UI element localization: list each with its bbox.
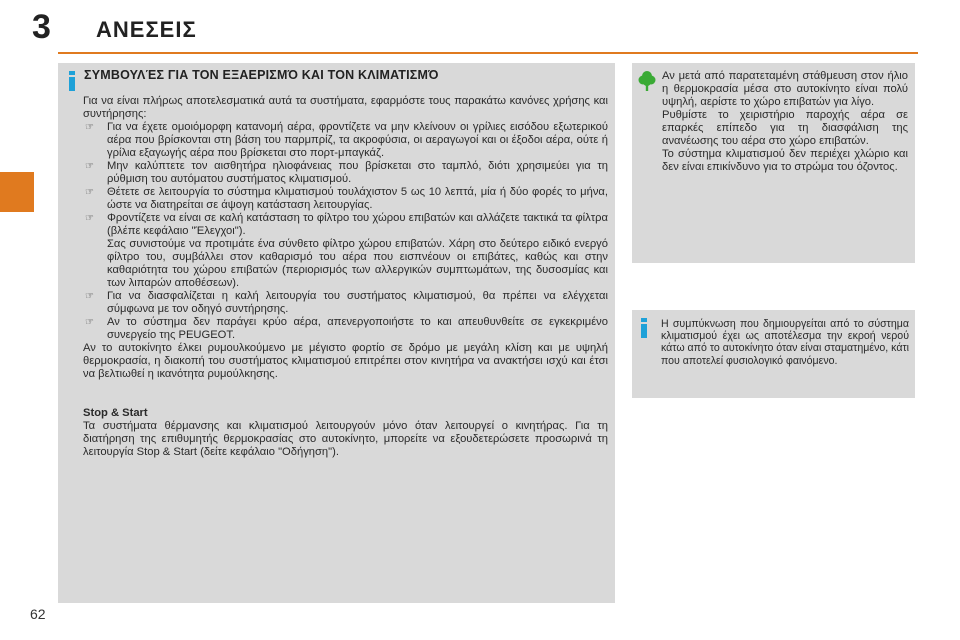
intro-text: Για να είναι πλήρως αποτελεσματικά αυτά τα συστήματα, εφαρμόστε τους παρακάτω κανόνες χρήσης και συντήρησης: [83, 95, 608, 120]
list-item-text: Για να έχετε ομοιόμορφη κατανομή αέρα, φροντίζετε να μην κλείνουν οι γρίλιες εισόδου εξωτερικού αέρα που βρίσκονται στη βάση του παρμπρίζ, τα ακροφύσια, οι αεραγωγοί και οι έξοδοι αέρα, ούτε ή γρίλια εξαγωγής αέρα που βρίσκεται στο πορτ-μπαγκάζ. [107, 121, 608, 159]
list-item [83, 160, 608, 186]
tree-icon [638, 70, 656, 92]
list-item-text: Για να διασφαλίζεται η καλή λειτουργία του συστήματος κλιματισμού, θα πρέπει να ελέγχεται σύμφωνα με τον οδηγό συντήρησης. [107, 290, 608, 315]
advice-list [83, 121, 608, 342]
list-item-extra-text: Σας συνιστούμε να προτιμάτε ένα σύνθετο φίλτρο χώρου επιβατών. Χάρη στο δεύτερο ειδικό ενεργό φίλτρο του, συμβάλλει στον καθαρισμό του αέρα που εισπνέουν οι επιβάτες, καθώς και στην καθαριότητα του χώρου επιβατών (περιορισμός των αλλεργικών συμπτωμάτων, της δυσοσμίας και των λιπαρών αποθέσεων). [107, 238, 608, 289]
chapter-title: ΑΝΕΣΕΙΣ [96, 17, 197, 42]
list-item [83, 212, 608, 290]
list-item [83, 121, 608, 160]
list-item [83, 316, 608, 342]
hand-pointer-icon: ☞ [85, 291, 94, 302]
main-body [83, 95, 608, 459]
hand-pointer-icon: ☞ [85, 213, 94, 224]
hand-pointer-icon: ☞ [85, 187, 94, 198]
list-item [83, 290, 608, 316]
hand-pointer-icon: ☞ [85, 317, 94, 328]
eco-tip-paragraph: Αν μετά από παρατεταμένη στάθμευση στον ήλιο η θερμοκρασία μέσα στο αυτοκίνητο είναι πολύ υψηλή, αερίστε το χώρο επιβατών για λίγο. [662, 70, 908, 108]
section-title: ΣΥΜΒΟΥΛΈΣ ΓΙΑ ΤΟΝ ΕΞΑΕΡΙΣΜΌ ΚΑΙ ΤΟΝ ΚΛΙΜΑΤΙΣΜΌ [84, 68, 439, 82]
eco-tip-paragraph: Ρυθμίστε το χειριστήριο παροχής αέρα σε επαρκές επίπεδο για τη διασφάλιση της ανανέωσης του αέρα στο χώρο επιβατών. [662, 109, 908, 147]
chapter-side-tab [0, 172, 34, 212]
hand-pointer-icon: ☞ [85, 161, 94, 172]
list-item [83, 186, 608, 212]
eco-tip-paragraph: Το σύστημα κλιματισμού δεν περιέχει χλώριο και δεν είναι επικίνδυνο για το στρώμα του όζοντος. [662, 148, 908, 173]
stop-start-title: Stop & Start [83, 407, 148, 419]
chapter-number: 3 [32, 8, 51, 46]
info-icon [641, 318, 647, 336]
eco-tip-body [662, 70, 908, 174]
info-icon [69, 71, 75, 89]
header-rule [58, 52, 918, 54]
condensation-info-text: Η συμπύκνωση που δημιουργείται από το σύστημα κλιματισμού έχει ως αποτέλεσμα την εκροή νερού κάτω από το αυτοκίνητο όταν είναι σταματημένο, κάτι που αποτελεί φυσιολογικό φαινόμενο. [661, 318, 909, 367]
list-item-text: Αν το σύστημα δεν παράγει κρύο αέρα, απενεργοποιήστε το και απευθυνθείτε σε εγκεκριμένο συνεργείο της PEUGEOT. [107, 316, 608, 341]
stop-start-text: Τα συστήματα θέρμανσης και κλιματισμού λειτουργούν μόνο όταν λειτουργεί ο κινητήρας. Για τη διατήρηση της επιθυμητής θερμοκρασίας στο αυτοκίνητο, μπορείτε να εξουδετερώσετε προσωρινά τη λειτουργία Stop & Start (δείτε κεφάλαιο "Οδήγηση"). [83, 420, 608, 458]
page-number: 62 [30, 606, 46, 622]
list-item-text: Φροντίζετε να είναι σε καλή κατάσταση το φίλτρο του χώρου επιβατών και αλλάζετε τακτικά τα φίλτρα (βλέπε κεφάλαιο "Έλεγχοι"). [107, 212, 608, 237]
hand-pointer-icon: ☞ [85, 122, 94, 133]
towing-text: Αν το αυτοκίνητο έλκει ρυμουλκούμενο με μέγιστο φορτίο σε δρόμο με μεγάλη κλίση και με υψηλή θερμοκρασία, η διακοπή του συστήματος κλιματισμού επιτρέπει στον κινητήρα να ανακτήσει ισχύ και έτσι να βελτιωθεί η ικανότητα ρυμούλκησης. [83, 342, 608, 380]
list-item-text: Μην καλύπτετε τον αισθητήρα ηλιοφάνειας που βρίσκεται στο ταμπλό, διότι χρησιμεύει για τη ρύθμιση του αυτόματου συστήματος κλιματισμού. [107, 160, 608, 185]
list-item-text: Θέτετε σε λειτουργία το σύστημα κλιματισμού τουλάχιστον 5 ως 10 λεπτά, μία ή δύο φορές το μήνα, ώστε να διατηρείται σε άψογη κατάσταση λειτουργίας. [107, 186, 608, 211]
